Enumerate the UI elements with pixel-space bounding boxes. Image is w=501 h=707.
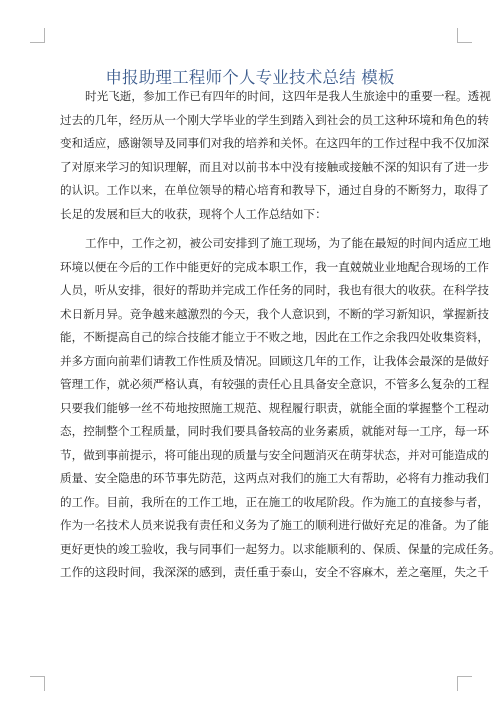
crop-mark-bottom-left [30,676,45,691]
paragraph-line: 能，不断提高自己的综合技能才能立于不败之地，因此在工作之余我四处收集资料， [60,330,489,344]
paragraph-line: 更好更快的竣工验收，我与同事们一起努力。以求能顺利的、保质、保量的完成任务。 [60,541,501,556]
paragraph-line: 变和适应，感谢领导及同事们对我的培养和关怀。在这四年的工作过程中我不仅加深 [60,136,489,150]
paragraph-line: 作为一名技术人员来说我有责任和义务为了施工的顺利进行做好充足的准备。为了能 [60,518,489,532]
paragraph-line: 的工作。目前，我所在的工作工地，正在施工的收尾阶段。作为施工的直接参与者， [60,494,489,509]
paragraph-line: 过去的几年，经历从一个刚大学毕业的学生到踏入到社会的员工这种环境和角色的转 [60,112,489,127]
paragraph-line: 并多方面向前辈们请教工作性质及情况。回顾这几年的工作，让我体会最深的是做好 [60,353,489,368]
document-title: 申报助理工程师个人专业技术总结 模板 [105,68,395,87]
paragraph-line: 只要我们能够一丝不苟地按照施工规范、规程履行职责，就能全面的掌握整个工程动 [60,400,489,415]
paragraph-line: 管理工作，就必须严格认真，有较强的责任心且具备安全意识，不管多么复杂的工程 [60,377,489,391]
paragraph-line: 时光飞逝，参加工作已有四年的时间，这四年是我人生旅途中的重要一程。透视 [85,89,491,103]
paragraph-intro [60,85,491,226]
paragraph-line: 长足的发展和巨大的收获，现将个人工作总结如下： [60,206,327,221]
crop-mark-top-left [30,28,45,43]
paragraph-line: 工作的这段时间，我深深的感到，责任重于泰山，安全不容麻木，差之毫厘，失之千 [60,565,489,579]
paragraph-line: 了对原来学习的知识理解，而且对以前书本中没有接触或接触不深的知识有了进一步 [60,159,489,174]
paragraph-line: 的认识。工作以来，在单位领导的精心培育和教导下，通过自身的不断努力，取得了 [60,183,489,197]
paragraph-line: 节，做到事前提示，将可能出现的质量与安全问题消灭在萌芽状态，并对可能造成的 [60,447,489,462]
crop-mark-top-right [457,28,472,43]
paragraph-line: 工作中，工作之初，被公司安排到了施工现场，为了能在最短的时间内适应工地 [85,236,491,250]
paragraph-work [60,232,501,585]
paragraph-line: 人员，听从安排，很好的帮助并完成工作任务的同时，我也有很大的收获。在科学技 [60,283,489,297]
paragraph-line: 态，控制整个工程质量，同时我们要具备较高的业务素质，就能对每一工序，每一环 [60,424,489,438]
paragraph-line: 环境以便在今后的工作中能更好的完成本职工作，我一直兢兢业业地配合现场的工作 [60,259,489,274]
paragraph-line: 质量、安全隐患的环节事先防范，这两点对我们的施工大有帮助，必将有力推动我们 [60,471,489,485]
crop-mark-bottom-right [457,676,472,691]
paragraph-line: 术日新月异。竞争越来越激烈的今天，我个人意识到，不断的学习新知识，掌握新技 [60,306,489,321]
